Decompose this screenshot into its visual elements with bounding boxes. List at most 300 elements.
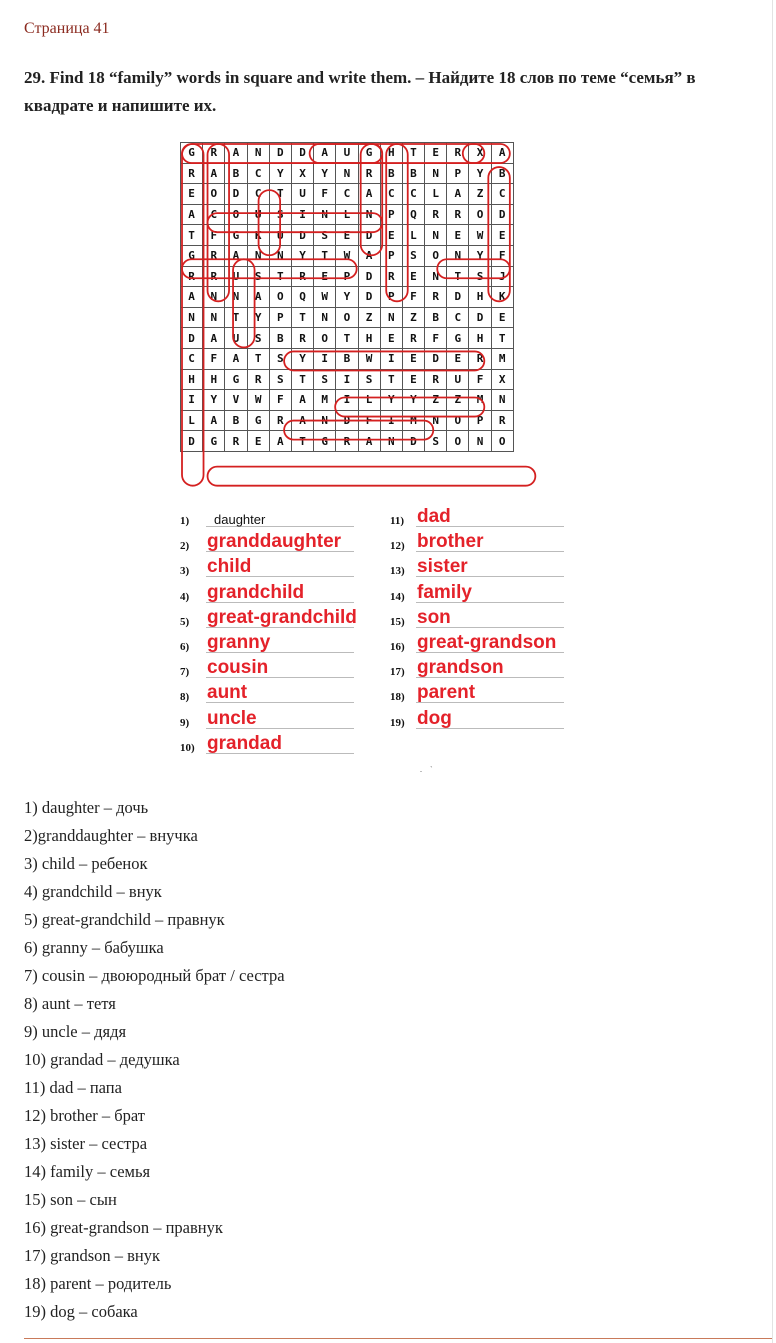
answer-loop <box>208 467 536 486</box>
grid-cell: Y <box>203 390 225 411</box>
vocab-item: 9) uncle – дядя <box>24 1022 127 1041</box>
grid-cell: B <box>225 410 247 431</box>
answer-word: granddaughter <box>207 531 342 553</box>
grid-cell: S <box>247 328 269 349</box>
grid-cell: E <box>447 225 469 246</box>
grid-cell: R <box>447 204 469 225</box>
grid-cell: H <box>358 328 380 349</box>
grid-cell: Y <box>269 163 291 184</box>
grid-cell: L <box>181 410 203 431</box>
grid-cell: D <box>291 225 313 246</box>
grid-cell: T <box>225 307 247 328</box>
grid-cell: A <box>491 143 513 164</box>
grid-cell: L <box>358 390 380 411</box>
grid-cell: B <box>225 163 247 184</box>
grid-row <box>181 348 514 369</box>
grid-cell: L <box>336 204 358 225</box>
answer-number: 14) <box>390 590 405 603</box>
grid-cell: D <box>358 266 380 287</box>
vocab-item: 8) aunt – тетя <box>24 994 116 1013</box>
grid-cell: C <box>203 204 225 225</box>
answer-item <box>390 682 590 706</box>
grid-cell: S <box>469 266 491 287</box>
grid-cell: O <box>447 431 469 452</box>
grid-cell: O <box>314 328 336 349</box>
grid-cell: Y <box>469 245 491 266</box>
grid-cell: G <box>314 431 336 452</box>
grid-cell: D <box>358 287 380 308</box>
grid-cell: T <box>336 328 358 349</box>
grid-cell: D <box>269 143 291 164</box>
grid-cell: T <box>491 328 513 349</box>
grid-cell: R <box>336 431 358 452</box>
grid-cell: N <box>247 143 269 164</box>
answer-item <box>390 582 590 606</box>
grid-cell: T <box>291 431 313 452</box>
grid-cell: N <box>358 204 380 225</box>
answer-item <box>180 708 380 732</box>
grid-cell: S <box>358 369 380 390</box>
grid-cell: D <box>358 225 380 246</box>
grid-cell: O <box>491 431 513 452</box>
answer-word: uncle <box>207 707 257 729</box>
answer-word: granny <box>207 632 271 653</box>
grid-cell: S <box>247 266 269 287</box>
grid-cell: E <box>402 348 424 369</box>
grid-cell: X <box>491 369 513 390</box>
vocab-item: 4) grandchild – внук <box>24 882 162 901</box>
grid-cell: P <box>380 204 402 225</box>
grid-cell: R <box>291 328 313 349</box>
task-heading: 29. Find 18 “family” words in square and write them. – Найдите 18 слов по теме “семья” в квадрате и напишите их. <box>24 68 696 115</box>
grid-cell: Y <box>314 163 336 184</box>
grid-cell: D <box>336 410 358 431</box>
grid-cell: A <box>225 245 247 266</box>
grid-cell: S <box>269 348 291 369</box>
grid-cell: S <box>314 369 336 390</box>
vocabulary-list <box>24 794 285 1326</box>
grid-cell: N <box>491 390 513 411</box>
grid-cell: T <box>314 245 336 266</box>
answer-word: great-grandchild <box>207 606 357 628</box>
grid-cell: U <box>269 225 291 246</box>
grid-cell: R <box>247 369 269 390</box>
answer-item <box>390 657 590 681</box>
answer-word: daughter <box>214 512 266 527</box>
grid-cell: O <box>425 245 447 266</box>
answer-number: 18) <box>390 691 405 704</box>
grid-cell: Z <box>425 390 447 411</box>
grid-cell: N <box>269 245 291 266</box>
grid-cell: F <box>269 390 291 411</box>
grid-cell: L <box>425 184 447 205</box>
grid-cell: N <box>225 287 247 308</box>
vocab-item: 6) granny – бабушка <box>24 938 164 957</box>
grid-cell: R <box>269 410 291 431</box>
grid-cell: R <box>425 369 447 390</box>
vocab-item: 12) brother – брат <box>24 1106 146 1125</box>
grid-cell: R <box>447 143 469 164</box>
answer-number: 10) <box>180 741 195 754</box>
answer-item <box>180 607 380 631</box>
answer-number: 1) <box>180 515 190 527</box>
answer-item <box>180 582 380 606</box>
grid-cell: R <box>491 410 513 431</box>
grid-cell: U <box>225 266 247 287</box>
grid-cell: H <box>203 369 225 390</box>
grid-cell: D <box>469 307 491 328</box>
answer-word: parent <box>417 682 476 704</box>
grid-cell: Z <box>447 390 469 411</box>
grid-cell: E <box>314 266 336 287</box>
grid-cell: I <box>314 348 336 369</box>
grid-cell: E <box>425 143 447 164</box>
grid-row <box>181 163 514 184</box>
grid-cell: O <box>447 410 469 431</box>
grid-cell: Z <box>469 184 491 205</box>
answer-number: 16) <box>390 641 405 653</box>
grid-cell: O <box>225 204 247 225</box>
grid-cell: G <box>225 369 247 390</box>
grid-cell: E <box>402 369 424 390</box>
grid-cell: T <box>247 348 269 369</box>
grid-cell: N <box>425 266 447 287</box>
grid-cell: B <box>402 163 424 184</box>
answer-word: sister <box>417 556 468 578</box>
grid-cell: U <box>291 184 313 205</box>
grid-cell: R <box>203 143 225 164</box>
grid-cell: A <box>203 163 225 184</box>
grid-cell: P <box>469 410 491 431</box>
grid-cell: R <box>469 348 491 369</box>
grid-cell: N <box>380 307 402 328</box>
grid-cell: N <box>425 410 447 431</box>
grid-cell: K <box>247 225 269 246</box>
answer-word: grandson <box>417 657 504 679</box>
grid-cell: N <box>469 431 491 452</box>
grid-cell: N <box>314 204 336 225</box>
answer-word: brother <box>417 531 484 553</box>
grid-cell: E <box>491 225 513 246</box>
grid-cell: Y <box>336 287 358 308</box>
grid-cell: N <box>203 307 225 328</box>
grid-cell: E <box>336 225 358 246</box>
answer-word: great-grandson <box>417 632 557 653</box>
grid-cell: A <box>203 328 225 349</box>
grid-row <box>181 390 514 411</box>
grid-cell: D <box>402 431 424 452</box>
grid-cell: C <box>336 184 358 205</box>
grid-cell: H <box>380 143 402 164</box>
grid-cell: W <box>336 245 358 266</box>
grid-cell: F <box>203 225 225 246</box>
grid-cell: F <box>358 410 380 431</box>
grid-cell: B <box>425 307 447 328</box>
answer-item <box>390 506 590 530</box>
grid-cell: W <box>247 390 269 411</box>
grid-cell: O <box>269 287 291 308</box>
grid-cell: E <box>447 348 469 369</box>
answer-word: dad <box>417 506 451 527</box>
vocab-item: 19) dog – собака <box>24 1302 138 1321</box>
grid-cell: A <box>358 184 380 205</box>
grid-cell: E <box>247 431 269 452</box>
grid-cell: J <box>491 266 513 287</box>
grid-cell: G <box>225 225 247 246</box>
grid-cell: B <box>491 163 513 184</box>
grid-cell: R <box>358 163 380 184</box>
grid-cell: D <box>447 287 469 308</box>
grid-cell: M <box>491 348 513 369</box>
grid-cell: N <box>380 431 402 452</box>
grid-cell: T <box>402 143 424 164</box>
answer-item <box>180 531 380 555</box>
grid-cell: N <box>181 307 203 328</box>
grid-cell: M <box>402 410 424 431</box>
answer-word: family <box>417 581 472 603</box>
grid-cell: R <box>291 266 313 287</box>
grid-cell: Z <box>358 307 380 328</box>
grid-cell: A <box>291 410 313 431</box>
grid-cell: I <box>380 348 402 369</box>
grid-cell: U <box>447 369 469 390</box>
grid-cell: S <box>402 245 424 266</box>
grid-cell: R <box>425 204 447 225</box>
grid-cell: A <box>203 410 225 431</box>
grid-cell: X <box>291 163 313 184</box>
grid-cell: N <box>447 245 469 266</box>
grid-cell: R <box>402 328 424 349</box>
answer-number: 17) <box>390 666 405 679</box>
answer-number: 11) <box>390 515 405 527</box>
grid-cell: Y <box>469 163 491 184</box>
grid-cell: Y <box>291 245 313 266</box>
answer-item <box>390 632 590 656</box>
grid-row <box>181 287 514 308</box>
grid-row <box>181 410 514 431</box>
answer-number: 5) <box>180 615 190 628</box>
grid-cell: S <box>269 369 291 390</box>
divider <box>24 1338 772 1339</box>
grid-cell: W <box>469 225 491 246</box>
answer-number: 9) <box>180 716 190 729</box>
scan-marks: . ˋ <box>420 765 433 774</box>
grid-cell: B <box>380 163 402 184</box>
grid-cell: I <box>336 390 358 411</box>
grid-cell: Q <box>402 204 424 225</box>
answer-word: grandad <box>207 732 282 754</box>
grid-cell: Y <box>380 390 402 411</box>
grid-cell: O <box>469 204 491 225</box>
answer-list <box>180 506 580 762</box>
grid-cell: G <box>181 245 203 266</box>
grid-cell: O <box>203 184 225 205</box>
grid-cell: F <box>402 287 424 308</box>
grid-cell: H <box>181 369 203 390</box>
answer-number: 15) <box>390 615 405 628</box>
grid-cell: G <box>447 328 469 349</box>
grid-cell: C <box>247 184 269 205</box>
grid-cell: A <box>247 287 269 308</box>
grid-row <box>181 307 514 328</box>
grid-row <box>181 369 514 390</box>
grid-cell: P <box>380 287 402 308</box>
grid-cell: R <box>181 163 203 184</box>
vocab-item: 15) son – сын <box>24 1190 117 1209</box>
grid-cell: I <box>291 204 313 225</box>
grid-cell: Y <box>291 348 313 369</box>
answer-item <box>180 632 380 656</box>
grid-cell: U <box>225 328 247 349</box>
answer-number: 2) <box>180 540 190 553</box>
grid-cell: V <box>225 390 247 411</box>
grid-cell: A <box>447 184 469 205</box>
grid-cell: G <box>203 431 225 452</box>
grid-row <box>181 225 514 246</box>
grid-cell: N <box>247 245 269 266</box>
grid-cell: N <box>203 287 225 308</box>
grid-cell: C <box>491 184 513 205</box>
grid-cell: E <box>181 184 203 205</box>
grid-cell: E <box>402 266 424 287</box>
grid-cell: F <box>314 184 336 205</box>
vocab-item: 18) parent – родитель <box>24 1274 172 1293</box>
answer-number: 6) <box>180 641 190 653</box>
letter-grid <box>180 142 514 452</box>
grid-row <box>181 328 514 349</box>
grid-cell: I <box>181 390 203 411</box>
grid-cell: R <box>225 431 247 452</box>
grid-cell: H <box>469 287 491 308</box>
grid-cell: B <box>336 348 358 369</box>
grid-cell: C <box>380 184 402 205</box>
grid-cell: R <box>425 287 447 308</box>
grid-cell: Y <box>247 307 269 328</box>
grid-cell: C <box>447 307 469 328</box>
answer-word: aunt <box>207 682 248 704</box>
answer-word: dog <box>417 707 452 729</box>
grid-cell: R <box>203 245 225 266</box>
grid-cell: G <box>181 143 203 164</box>
grid-cell: D <box>291 143 313 164</box>
grid-cell: A <box>358 245 380 266</box>
grid-row <box>181 184 514 205</box>
grid-cell: E <box>380 225 402 246</box>
grid-cell: W <box>314 287 336 308</box>
vocab-item: 13) sister – сестра <box>24 1134 148 1153</box>
grid-cell: T <box>380 369 402 390</box>
grid-row <box>181 245 514 266</box>
grid-cell: H <box>469 328 491 349</box>
page-label: Страница 41 <box>24 20 110 37</box>
grid-cell: C <box>247 163 269 184</box>
grid-cell: M <box>469 390 491 411</box>
grid-row <box>181 204 514 225</box>
vocab-item: 5) great-grandchild – правнук <box>24 910 225 929</box>
grid-cell: P <box>336 266 358 287</box>
grid-cell: A <box>181 204 203 225</box>
grid-cell: U <box>336 143 358 164</box>
vocab-item: 11) dad – папа <box>24 1078 122 1097</box>
grid-cell: T <box>291 307 313 328</box>
grid-cell: F <box>203 348 225 369</box>
grid-cell: T <box>447 266 469 287</box>
grid-cell: S <box>314 225 336 246</box>
grid-cell: T <box>291 369 313 390</box>
answer-item <box>180 556 380 580</box>
answer-item <box>390 708 590 732</box>
grid-cell: F <box>491 245 513 266</box>
grid-cell: D <box>225 184 247 205</box>
grid-cell: N <box>314 410 336 431</box>
grid-cell: T <box>181 225 203 246</box>
grid-cell: Q <box>291 287 313 308</box>
grid-cell: M <box>314 390 336 411</box>
grid-cell: A <box>358 431 380 452</box>
answer-item <box>180 733 380 757</box>
grid-cell: B <box>269 328 291 349</box>
answer-item <box>390 531 590 555</box>
grid-cell: D <box>425 348 447 369</box>
answer-number: 12) <box>390 540 405 553</box>
vocab-item: 17) grandson – внук <box>24 1246 160 1265</box>
grid-cell: S <box>425 431 447 452</box>
grid-cell: X <box>469 143 491 164</box>
answer-number: 8) <box>180 691 190 704</box>
grid-cell: O <box>336 307 358 328</box>
grid-cell: P <box>380 245 402 266</box>
grid-cell: N <box>314 307 336 328</box>
grid-cell: R <box>380 266 402 287</box>
grid-cell: G <box>247 410 269 431</box>
answer-number: 19) <box>390 716 405 729</box>
grid-cell: A <box>225 348 247 369</box>
grid-cell: A <box>314 143 336 164</box>
grid-cell: D <box>491 204 513 225</box>
grid-cell: T <box>269 266 291 287</box>
grid-cell: N <box>425 225 447 246</box>
grid-cell: A <box>269 431 291 452</box>
grid-cell: W <box>358 348 380 369</box>
answer-item <box>390 556 590 580</box>
answer-item <box>180 506 380 530</box>
vocab-item: 14) family – семья <box>24 1162 151 1181</box>
grid-cell: Y <box>402 390 424 411</box>
grid-cell: Z <box>402 307 424 328</box>
grid-cell: N <box>336 163 358 184</box>
answer-number: 4) <box>180 590 190 603</box>
grid-cell: P <box>269 307 291 328</box>
vocab-item: 10) grandad – дедушка <box>24 1050 180 1069</box>
grid-cell: A <box>225 143 247 164</box>
grid-cell: C <box>181 348 203 369</box>
answer-word: grandchild <box>207 581 305 603</box>
answer-item <box>180 657 380 681</box>
vocab-item: 3) child – ребенок <box>24 854 148 873</box>
answer-item <box>390 607 590 631</box>
vocab-item: 1) daughter – дочь <box>24 798 149 817</box>
grid-cell: D <box>181 328 203 349</box>
grid-row <box>181 143 514 164</box>
vocab-item: 16) great-grandson – правнук <box>24 1218 223 1237</box>
word-search-puzzle <box>180 142 568 490</box>
grid-cell: I <box>336 369 358 390</box>
grid-cell: E <box>380 328 402 349</box>
answer-word: son <box>417 606 451 628</box>
vocab-item: 7) cousin – двоюродный брат / сестра <box>24 966 285 985</box>
vocab-item: 2)granddaughter – внучка <box>24 826 198 845</box>
answer-number: 3) <box>180 565 190 578</box>
